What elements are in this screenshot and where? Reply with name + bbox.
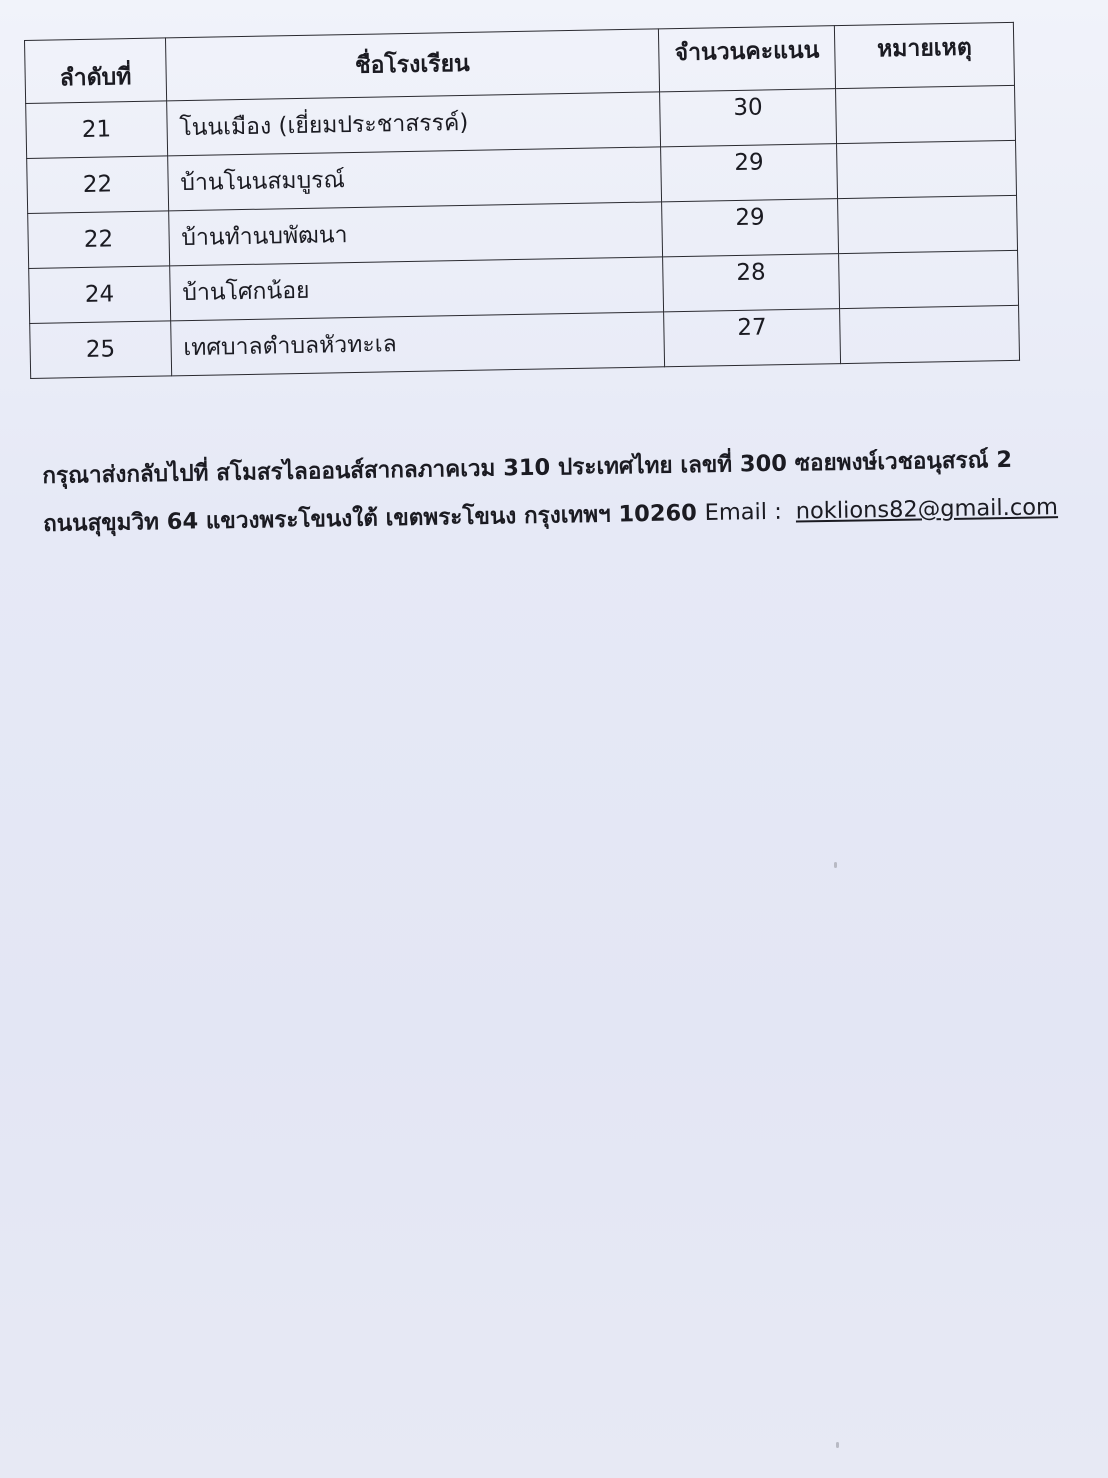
cell-note (838, 195, 1018, 253)
header-school-name: ชื่อโรงเรียน (165, 29, 659, 101)
email-link[interactable]: noklions82@gmail.com (795, 494, 1059, 525)
cell-school-name: โนนเมือง (เยี่ยมประชาสรรค์) (166, 92, 660, 156)
cell-note (836, 85, 1016, 143)
cell-rank: 22 (28, 211, 170, 269)
cell-school-name: เทศบาลตำบลหัวทะเล (170, 312, 664, 376)
header-rank: ลำดับที่ (25, 38, 167, 104)
cell-rank: 24 (29, 266, 171, 324)
cell-score: 27 (664, 309, 841, 367)
cell-note (839, 250, 1019, 308)
cell-school-name: บ้านทำนบพัฒนา (168, 202, 662, 266)
cell-rank: 22 (27, 156, 169, 214)
cell-note (840, 305, 1020, 363)
header-note: หมายเหตุ (835, 22, 1015, 88)
cell-score: 29 (661, 144, 838, 202)
cell-score: 29 (662, 199, 839, 257)
return-address-note (42, 435, 1083, 548)
address-line-2-text: ถนนสุขุมวิท 64 แขวงพระโขนงใต้ เขตพระโขนง กรุงเทพฯ 10260 (42, 500, 698, 537)
school-score-table (24, 22, 1020, 379)
cell-score: 30 (660, 89, 837, 147)
paper-speck (834, 862, 837, 868)
cell-rank: 21 (26, 101, 168, 159)
cell-rank: 25 (30, 321, 172, 379)
header-score: จำนวนคะแนน (658, 26, 835, 92)
paper-speck (836, 1442, 839, 1448)
address-line-1: กรุณาส่งกลับไปที่ สโมสรไลออนส์สากลภาคเวม 310 ประเทศไทย เลขที่ 300 ซอยพงษ์เวชอนุสรณ์ 2 (42, 446, 1013, 489)
email-label: Email : (704, 498, 783, 527)
cell-note (837, 140, 1017, 198)
cell-school-name: บ้านโนนสมบูรณ์ (167, 147, 661, 211)
cell-school-name: บ้านโศกน้อย (169, 257, 663, 321)
cell-score: 28 (663, 254, 840, 312)
